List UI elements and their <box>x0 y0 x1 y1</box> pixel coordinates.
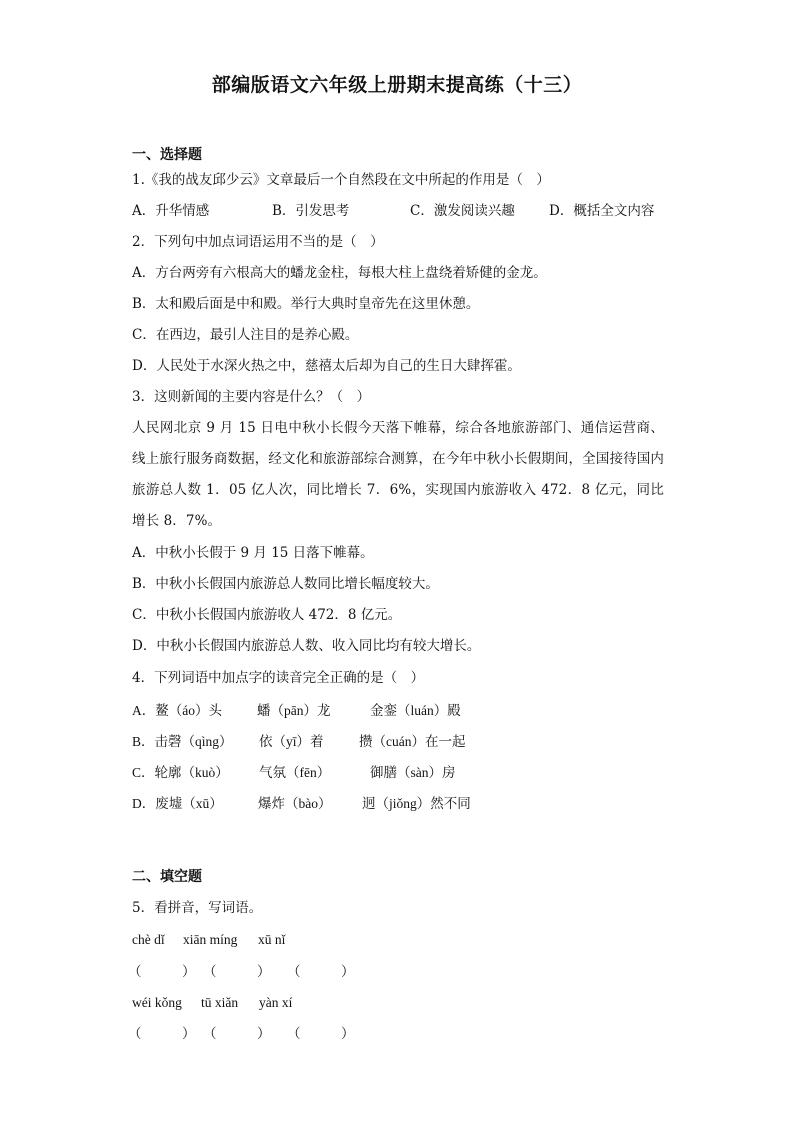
q4-row-d-word-2: 爆炸（bào） <box>258 796 332 811</box>
pinyin-4: wéi kǒng <box>132 995 182 1010</box>
q3-option-c: C．中秋小长假国内旅游收人 472．8 亿元。 <box>132 607 402 623</box>
q4-row-a-word-3: 金銮（luán）殿 <box>370 703 461 718</box>
pinyin-3: xū nǐ <box>258 932 286 947</box>
q4-row-b-word-2: 依（yī）着 <box>259 734 324 749</box>
q1-option-d: D．概括全文内容 <box>549 203 655 219</box>
page-title: 部编版语文六年级上册期末提高练（十三） <box>211 74 583 96</box>
pinyin-2: xiān míng <box>183 932 238 947</box>
answer-blank-6[interactable]: （ ） <box>287 1026 355 1042</box>
q4-row-a-word-1: A．鳌（áo）头 <box>132 703 222 718</box>
q4-row-b-word-3: 攒（cuán）在一起 <box>359 734 466 749</box>
q4-row-d-word-1: D．废墟（xū） <box>132 796 223 811</box>
pinyin-6: yàn xí <box>259 995 293 1010</box>
q2-option-a: A．方台两旁有六根高大的蟠龙金柱，每根大柱上盘绕着矫健的金龙。 <box>132 265 547 281</box>
question-2-stem: 2．下列句中加点词语运用不当的是（ ） <box>132 234 384 250</box>
answer-blank-3[interactable]: （ ） <box>287 964 355 980</box>
q4-row-c-word-1: C．轮廓（kuò） <box>132 765 229 780</box>
question-4-stem: 4．下列词语中加点字的读音完全正确的是（ ） <box>132 670 425 686</box>
q3-news-passage: 人民网北京 9 月 15 日电中秋小长假今天落下帷幕，综合各地旅游部门、通信运营商、线上旅行服务商数据，经文化和旅游部综合测算，在今年中秋小长假期间，全国接待国内旅游总人数 1．05 亿人次，同比增长 7．6%，实现国内旅游收入 472．8 亿元，同比增长 8．7%。 <box>132 420 664 529</box>
question-1-stem: 1.《我的战友邱少云》文章最后一个自然段在文中所起的作用是（ ） <box>132 172 550 188</box>
pinyin-5: tū xiǎn <box>201 995 239 1010</box>
q2-option-c: C．在西边，最引人注目的是养心殿。 <box>132 327 359 343</box>
q4-row-c-word-3: 御膳（sàn）房 <box>370 765 456 780</box>
q3-option-b: B．中秋小长假国内旅游总人数同比增长幅度较大。 <box>132 576 439 592</box>
q4-row-d-word-3: 迥（jiǒng）然不同 <box>362 796 471 811</box>
section-heading-choice: 一、选择题 <box>132 147 202 163</box>
answer-blank-2[interactable]: （ ） <box>203 964 271 980</box>
q4-row-b-word-1: B．击磬（qìng） <box>132 734 233 749</box>
question-5-stem: 5．看拼音，写词语。 <box>132 900 263 916</box>
q2-option-b: B．太和殿后面是中和殿。举行大典时皇帝先在这里休憩。 <box>132 296 480 312</box>
q3-option-a: A．中秋小长假于 9 月 15 日落下帷幕。 <box>132 545 374 561</box>
q2-option-d: D．人民处于水深火热之中，慈禧太后却为自己的生日大肆挥霍。 <box>132 358 521 374</box>
q3-option-d: D．中秋小长假国内旅游总人数、收入同比均有较大增长。 <box>132 638 481 654</box>
q1-option-a: A．升华情感 <box>132 203 210 219</box>
answer-blank-4[interactable]: （ ） <box>128 1026 196 1042</box>
q4-row-c-word-2: 气氛（fēn） <box>259 765 331 780</box>
section-heading-fill: 二、填空题 <box>132 869 202 885</box>
question-3-stem: 3．这则新闻的主要内容是什么？（ ） <box>132 389 371 405</box>
answer-blank-5[interactable]: （ ） <box>203 1026 271 1042</box>
q1-option-b: B．引发思考 <box>272 203 350 219</box>
answer-blank-1[interactable]: （ ） <box>128 964 196 980</box>
pinyin-1: chè dǐ <box>132 932 165 947</box>
q4-row-a-word-2: 蟠（pān）龙 <box>257 703 331 718</box>
q1-option-c: C．激发阅读兴趣 <box>410 203 515 219</box>
